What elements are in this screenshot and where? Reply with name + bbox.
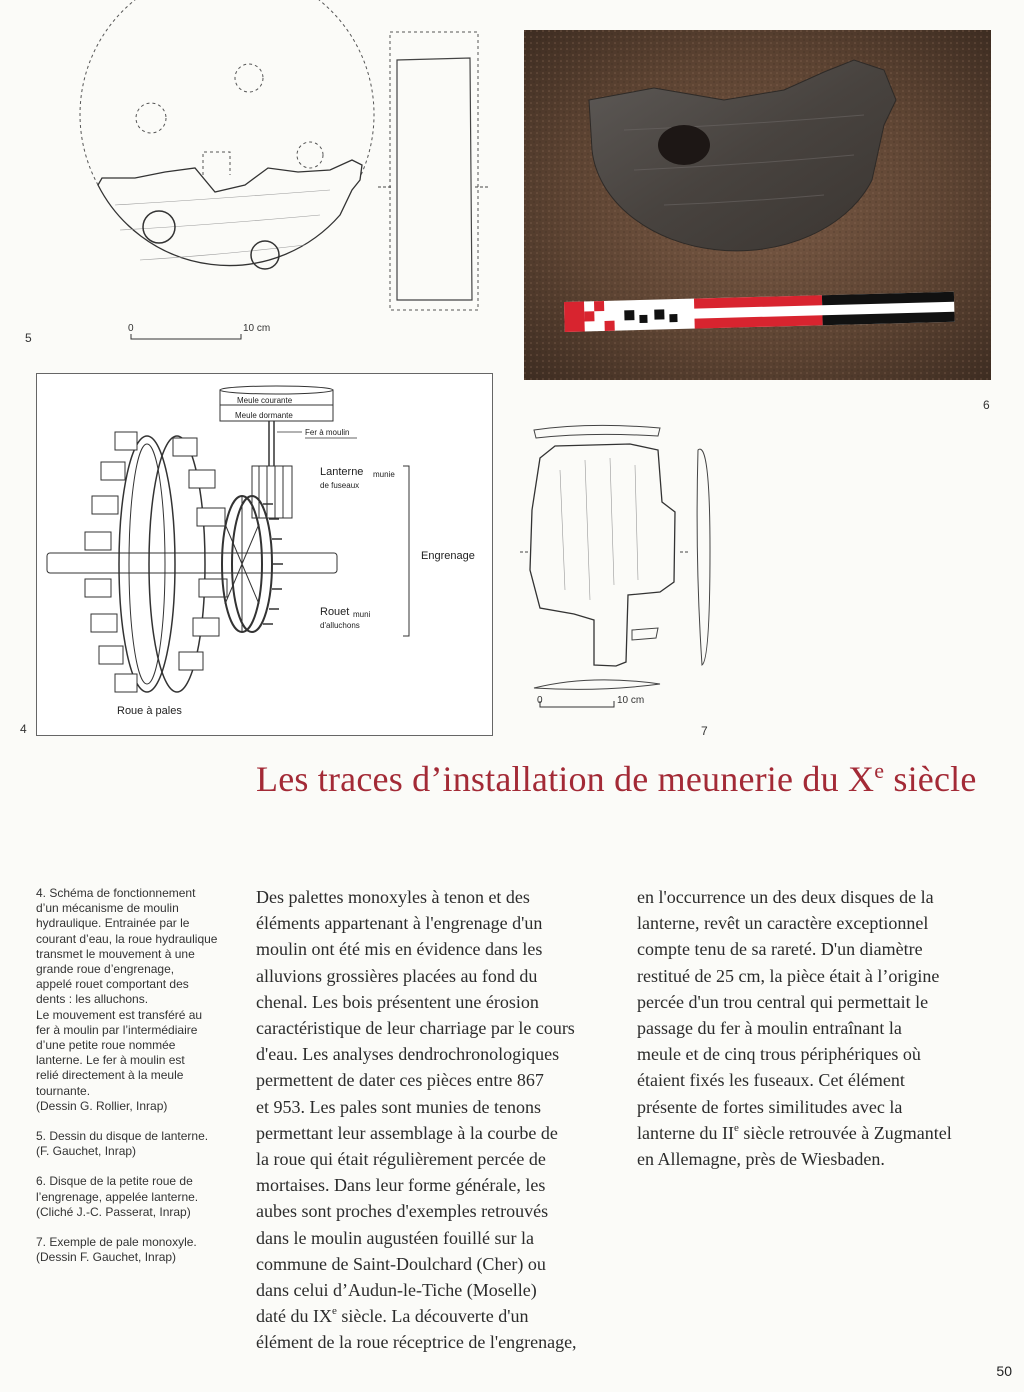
label-lanterne-sub2: de fuseaux [320,481,360,490]
body-line: Des palettes monoxyles à tenon et des [256,887,530,907]
label-meule-dormante: Meule dormante [235,411,293,420]
body-line: étaient fixés les fuseaux. Cet élément [637,1070,905,1091]
body-line: passage du fer à moulin entraînant la [637,1018,902,1039]
title-main: Les traces d’installation de meunerie du X [256,759,875,799]
figure-4-diagram [36,373,493,736]
scale-start-7: 0 [537,695,543,706]
caption-line: grande roue d’engrenage, [36,962,175,977]
caption-line: appelé rouet comportant des [36,977,189,992]
caption-line: courant d’eau, la roue hydraulique [36,931,218,946]
figure-6-photo [524,30,991,380]
caption-line: l’engrenage, appelée lanterne. [36,1189,199,1204]
caption-3 [36,1174,231,1220]
body-line: dans le moulin augustéen fouillé sur la [256,1227,534,1248]
figure-5-number: 5 [25,331,32,345]
body-column-1 [256,884,606,1356]
title-end: siècle [884,759,977,799]
figure-6-number: 6 [983,398,990,412]
page-title [256,758,996,800]
label-engrenage: Engrenage [421,550,475,562]
scale-end-7: 10 cm [617,695,645,706]
caption-line: lanterne. Le fer à moulin est [36,1053,185,1068]
figure-4-number: 4 [20,722,27,736]
page-number: 50 [996,1363,1012,1379]
body-line-sup: lanterne du IIe siècle retrouvée à Zugmantel [637,1121,952,1143]
caption-line: 7. Exemple de pale monoxyle. [36,1235,197,1250]
body-line: dans celui d’Audun-le-Tiche (Moselle) [256,1280,537,1301]
body-line: commune de Saint-Doulchard (Cher) ou [256,1253,546,1274]
body-line: moulin ont été mis en évidence dans les [256,939,543,960]
body-line: compte tenu de sa rareté. D'un diamètre [637,939,923,960]
body-line: en Allemagne, près de Wiesbaden. [637,1149,885,1170]
caption-line: d’une petite roue nommée [36,1038,176,1053]
caption-line: (Dessin F. Gauchet, Inrap) [36,1250,177,1265]
body-line: restitué de 25 cm, la pièce était à l’origine [637,965,940,986]
caption-line: (Dessin G. Rollier, Inrap) [36,1098,168,1113]
caption-line: Le mouvement est transféré au [36,1007,203,1022]
body-line: la roue qui était régulièrement percée de [256,1149,546,1170]
body-line: permettant leur assemblage à la courbe de [256,1122,558,1143]
body-line: lanterne, revêt un caractère exceptionnel [637,913,929,934]
body-line: en l'occurrence un des deux disques de la [637,887,934,907]
caption-line: dents : les alluchons. [36,992,149,1007]
caption-line: fer à moulin par l’intermédiaire [36,1022,198,1037]
scale-start-5: 0 [128,323,134,334]
caption-line: transmet le mouvement à une [36,946,195,961]
figure-5-drawing [0,0,520,370]
body-line: d'eau. Les analyses dendrochronologiques [256,1044,560,1065]
body-line-sup: daté du IXe siècle. La découverte d'un [256,1305,529,1327]
figure-7-drawing [510,410,730,720]
caption-line: 6. Disque de la petite roue de [36,1174,193,1189]
body-line: et 953. Les pales sont munies de tenons [256,1096,541,1117]
caption-line: (Cliché J.-C. Passerat, Inrap) [36,1204,191,1219]
caption-line: tournante. [36,1083,91,1098]
body-line: caractéristique de leur charriage par le cours [256,1018,575,1039]
label-fer-a-moulin: Fer à moulin [305,428,350,437]
body-line: percée d'un trou central qui permettait le [637,991,929,1012]
body-line: éléments appartenant à l'engrenage d'un [256,913,543,934]
caption-line: 4. Schéma de fonctionnement [36,886,196,900]
label-rouet-sub2: d'alluchons [320,621,360,630]
label-rouet-sub1: muni [353,610,371,619]
caption-line: 5. Dessin du disque de lanterne. [36,1129,209,1144]
label-meule-courante: Meule courante [237,396,293,405]
body-line: présente de fortes similitudes avec la [637,1096,903,1117]
body-line: permettent de dater ces pièces entre 867 [256,1070,544,1091]
body-line: mortaises. Dans leur forme générale, les [256,1175,546,1196]
figure-7-number: 7 [701,724,708,738]
body-line: alluvions grossières placées au fond du [256,965,538,986]
label-rouet: Rouet [320,606,350,618]
label-lanterne-sub1: munie [373,470,395,479]
caption-2 [36,1129,231,1159]
body-column-2 [637,884,987,1172]
caption-1 [36,886,231,1114]
scale-end-5: 10 cm [243,323,271,334]
body-line: aubes sont proches d'exemples retrouvés [256,1201,549,1222]
body-line: chenal. Les bois présentent une érosion [256,991,539,1012]
title-superscript: e [874,758,885,783]
label-roue-a-pales: Roue à pales [117,705,182,717]
caption-line: d’un mécanisme de moulin [36,901,179,916]
label-lanterne: Lanterne [320,466,364,478]
caption-4 [36,1235,231,1265]
body-line: élément de la roue réceptrice de l'engrenage, [256,1332,577,1353]
figure-captions [36,886,231,1280]
caption-line: (F. Gauchet, Inrap) [36,1144,137,1159]
caption-line: hydraulique. Entrainée par le [36,916,190,931]
body-line: meule et de cinq trous périphériques où [637,1044,921,1065]
caption-line: relié directement à la meule [36,1068,184,1083]
